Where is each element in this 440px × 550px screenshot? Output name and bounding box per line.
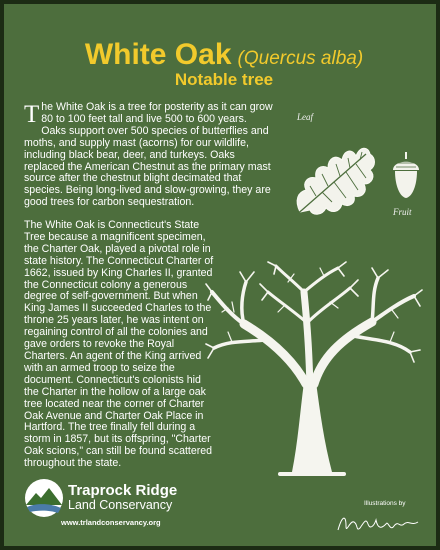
drop-cap: T	[24, 101, 40, 128]
org-name-line2: Land Conservancy	[68, 498, 173, 512]
page-title: White Oak	[84, 38, 232, 71]
paragraph-history: The White Oak is Connecticut's State Tree because a magnificent specimen, the Charter Oak, played a pivotal role in state history. The Connecticut Charter of 1662, issued by King Charles II, granted the Connecticut colony a generous degree of self-government. But when King James II succeeded Charles to the throne 25 years later, he was intent on regaining control of all the colonies and gave orders to revoke the Royal Charters. An agent of the King arrived with an armed troop to seize the document. Connecticut's colonists hid the Charter in the hollow of a large oak tree located near the corner of Charter Oak Avenue and Charter Oak Place in Hartford. The tree finally fell during a storm in 1857, but its offspring, "Charter Oak scions," can still be found scattered throughout the state.	[24, 219, 214, 470]
paragraph-ecology-text: he White Oak is a tree for posterity as it can grow 80 to 100 feet tall and live 500 to 600 years. Oaks support over 500 species of butterflies and moths, and supply mast (acorns) for our wildlife, including black bear, deer, and turkeys. Oaks replaced the American Chestnut as the primary mast source after the chestnut blight decimated that species. Being long-lived and slow-growing, they are good trees for carbon sequestration.	[24, 101, 273, 209]
oak-leaf-icon	[286, 130, 381, 220]
subtitle: Notable tree	[174, 70, 274, 89]
fruit-label: Fruit	[393, 207, 412, 217]
latin-name: (Quercus alba)	[237, 48, 364, 69]
paragraph-ecology	[24, 102, 274, 209]
oak-tree-icon	[204, 262, 424, 482]
acorn-icon	[391, 150, 421, 202]
leaf-label: Leaf	[297, 112, 314, 122]
org-name-line1: Traprock Ridge	[68, 482, 178, 499]
mountain-ridge-logo-icon	[24, 478, 64, 518]
illustrations-credit: Illustrations by	[364, 500, 406, 507]
website-url[interactable]: www.trlandconservancy.org	[61, 518, 161, 527]
title-row	[4, 38, 440, 72]
signature-icon	[332, 510, 422, 538]
